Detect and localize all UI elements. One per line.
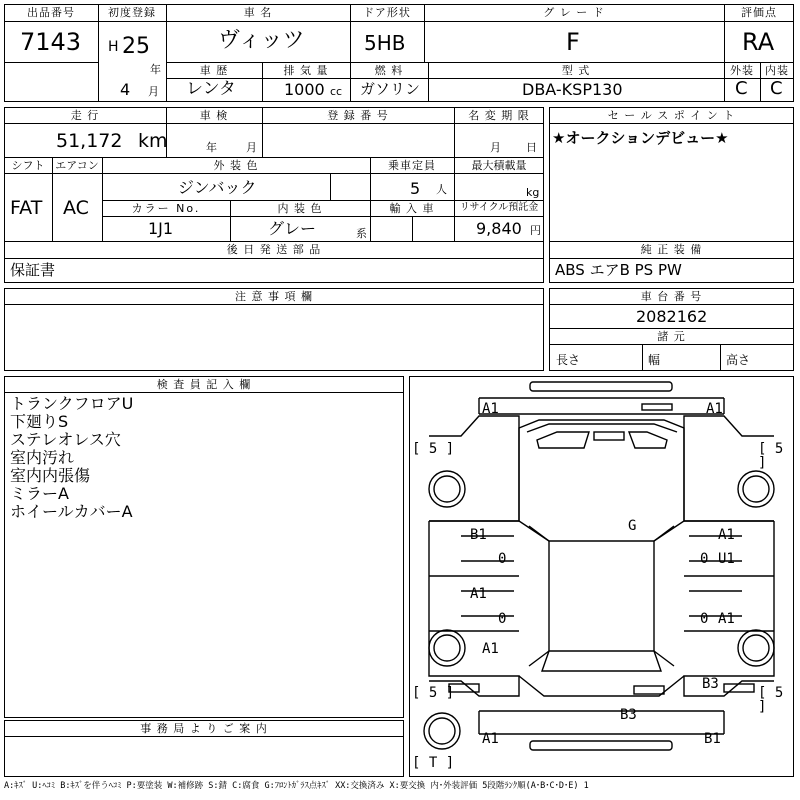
grade-label: グ レ ー ド <box>543 6 605 19</box>
inspector-note: 室内汚れ <box>10 448 75 467</box>
divider <box>4 392 404 393</box>
score: RA <box>742 28 775 56</box>
reg-month: 4 <box>120 80 131 99</box>
divider <box>166 4 167 102</box>
inspection-label: 車 検 <box>199 109 229 122</box>
shift-label: シフト <box>11 159 45 172</box>
damage-mark: A1 <box>470 586 487 602</box>
fuel: ガソリン <box>360 80 421 98</box>
shift: FAT <box>10 197 43 219</box>
office-label: 事 務 局 よ り ご 案 内 <box>140 722 268 735</box>
ac-label: エアコン <box>55 159 99 172</box>
divider <box>549 123 794 124</box>
reg-no-label: 登 録 番 号 <box>327 109 389 122</box>
inspector-note: ホイールカバーA <box>10 502 133 521</box>
sales-point: ★オークションデビュー★ <box>552 129 729 147</box>
capacity-unit: 人 <box>436 183 447 196</box>
divider <box>166 62 794 63</box>
first-reg-label: 初度登録 <box>108 6 156 19</box>
recycle-unit: 円 <box>530 224 541 237</box>
divider <box>4 173 544 174</box>
import-label: 輸 入 車 <box>389 202 435 215</box>
divider <box>330 173 331 200</box>
inspector-label: 検 査 員 記 入 欄 <box>156 378 252 391</box>
exterior-label: 外装 <box>730 64 754 77</box>
name-change-label: 名 変 期 限 <box>468 109 530 122</box>
chassis-number: 2082162 <box>636 307 708 326</box>
inspector-note: トランクフロアU <box>10 394 134 413</box>
damage-mark: 0 <box>498 551 507 567</box>
int-color: グレー <box>268 219 317 238</box>
interior-label: 内装 <box>765 64 789 77</box>
damage-mark: A1 <box>718 527 735 543</box>
later-parts: 保証書 <box>10 261 56 279</box>
inspector-note: ステレオレス穴 <box>10 430 121 449</box>
equipment: ABS エアB PS PW <box>555 261 682 279</box>
divider <box>549 258 794 259</box>
history: レンタ <box>186 79 236 99</box>
divider <box>720 344 721 371</box>
damage-mark: A1 <box>482 401 499 417</box>
int-color-unit: 系 <box>356 227 367 240</box>
divider <box>549 328 794 329</box>
divider <box>4 21 794 22</box>
caution-label: 注 意 事 項 欄 <box>235 290 313 303</box>
inspector-note: 下廻りS <box>10 412 69 431</box>
divider <box>4 304 544 305</box>
history-label: 車 歴 <box>199 64 229 77</box>
max-load-unit: kg <box>526 186 540 199</box>
name-change-day-unit: 日 <box>526 141 537 154</box>
inspection-month-unit: 月 <box>246 141 257 154</box>
car-name-label: 車 名 <box>243 6 273 19</box>
width-label: 幅 <box>648 353 661 367</box>
model: DBA-KSP130 <box>522 80 623 99</box>
chassis-label: 車 台 番 号 <box>640 290 703 303</box>
divider <box>4 62 98 63</box>
divider <box>4 123 544 124</box>
divider <box>102 216 544 217</box>
door-type: 5HB <box>364 31 406 55</box>
bracket-5-label: [ 5 ] <box>758 441 784 471</box>
car-name: ヴィッツ <box>218 28 305 53</box>
recycle-label: リサイクル預託金 <box>459 202 539 213</box>
length-label: 長さ <box>556 353 581 367</box>
grade: F <box>566 28 580 56</box>
later-parts-label: 後 日 発 送 部 品 <box>226 243 322 256</box>
mileage-unit: km <box>138 130 168 152</box>
bracket-5-label: [ 5 ] <box>758 685 784 715</box>
interior-grade: C <box>770 78 783 99</box>
displacement: 1000 <box>284 80 325 99</box>
divider <box>549 304 794 305</box>
name-change-month-unit: 月 <box>490 141 501 154</box>
max-load-label: 最大積載量 <box>471 159 527 172</box>
capacity: 5 <box>410 179 421 198</box>
damage-mark: U1 <box>718 551 735 567</box>
divider <box>98 4 99 102</box>
legend: A:ｷｽﾞ U:ﾍｺﾐ B:ｷｽﾞを伴うﾍｺﾐ P:要塗装 W:補修跡 S:錆 C:腐食 G:ﾌﾛﾝﾄｶﾞﾗｽ点ｷｽﾞ XX:交換済み X:要交換 内･外装評価 5段階ﾗﾝｸ順(A･B･C･D･E) 1 <box>4 781 589 791</box>
sales-point-box <box>549 107 794 242</box>
divider <box>102 200 544 201</box>
divider <box>4 736 404 737</box>
color-no: 1J1 <box>148 219 174 238</box>
recycle-fee: 9,840 <box>476 219 522 238</box>
inspection-year-unit: 年 <box>206 141 217 154</box>
damage-mark: 0 <box>700 551 709 567</box>
divider <box>166 78 794 79</box>
damage-mark: A1 <box>482 731 499 747</box>
bracket-t-label: [ T ] <box>412 755 455 771</box>
height-label: 高さ <box>726 353 751 367</box>
divider <box>4 157 544 158</box>
equipment-label: 純 正 装 備 <box>640 243 703 256</box>
bracket-5-label: [ 5 ] <box>412 685 455 701</box>
door-label: ドア形状 <box>363 6 411 19</box>
ac: AC <box>63 197 89 219</box>
car-diagram <box>409 376 794 777</box>
capacity-label: 乗車定員 <box>388 159 436 172</box>
lot-number: 7143 <box>20 28 82 56</box>
mileage: 51,172 <box>56 130 123 152</box>
model-label: 型 式 <box>561 64 591 77</box>
color-no-label: カラー No. <box>131 202 201 215</box>
damage-mark: A1 <box>718 611 735 627</box>
month-unit: 月 <box>148 85 159 98</box>
int-color-label: 内 装 色 <box>277 202 323 215</box>
damage-mark: A1 <box>482 641 499 657</box>
damage-mark: 0 <box>700 611 709 627</box>
bracket-5-label: [ 5 ] <box>412 441 455 457</box>
inspector-note: 室内内張傷 <box>10 466 91 485</box>
damage-mark: B1 <box>704 731 721 747</box>
divider <box>642 344 643 371</box>
dimensions-label: 諸 元 <box>657 330 686 343</box>
exterior-grade: C <box>735 78 748 99</box>
mileage-label: 走 行 <box>70 109 100 122</box>
displacement-unit: cc <box>330 85 343 98</box>
divider <box>549 344 794 345</box>
displacement-label: 排 気 量 <box>283 64 329 77</box>
damage-mark: B1 <box>470 527 487 543</box>
damage-mark: A1 <box>706 401 723 417</box>
ext-color: ジンバック <box>178 178 257 197</box>
inspector-note: ミラーA <box>10 484 69 503</box>
reg-year: 25 <box>122 34 150 59</box>
ext-color-label: 外 装 色 <box>213 159 259 172</box>
damage-mark: 0 <box>498 611 507 627</box>
fuel-label: 燃 料 <box>374 64 404 77</box>
score-label: 評価点 <box>741 6 777 19</box>
divider <box>412 216 413 242</box>
sales-point-label: セ ー ル ス ポ イ ン ト <box>607 109 736 122</box>
damage-mark: G <box>628 518 637 534</box>
damage-mark: B3 <box>620 707 637 723</box>
divider <box>4 258 544 259</box>
year-unit: 年 <box>150 63 161 76</box>
lot-number-label: 出品番号 <box>27 6 75 19</box>
era: H <box>108 39 119 55</box>
divider <box>724 4 725 102</box>
damage-mark: B3 <box>702 676 719 692</box>
